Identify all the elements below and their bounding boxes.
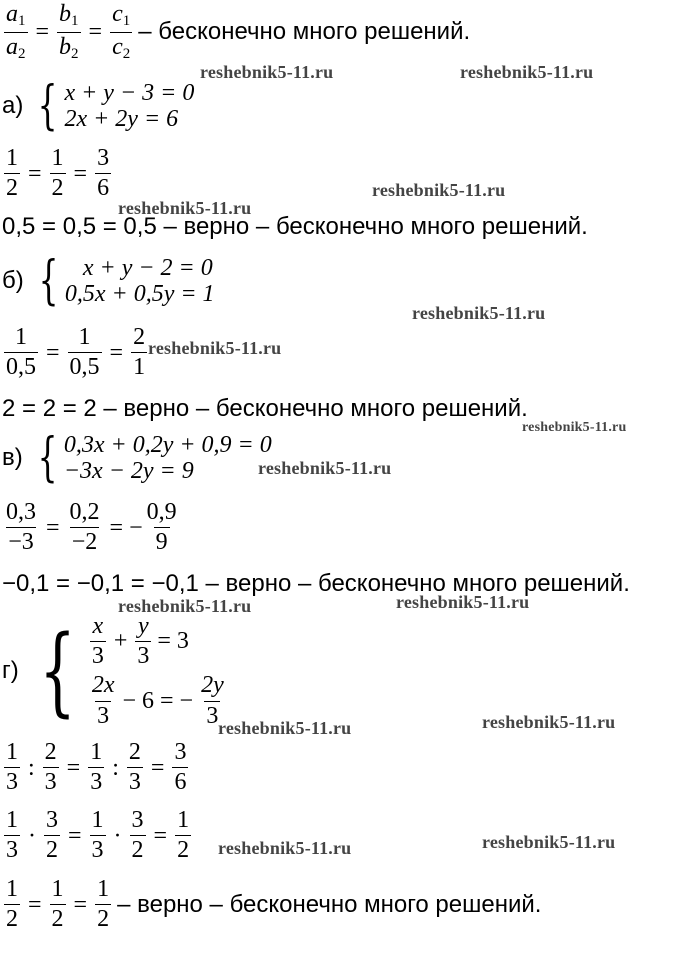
part-b-system xyxy=(2,251,215,312)
fraction-b1-b2: $\frac{b_1}{b_2}$ xyxy=(59,1,79,62)
fraction-c1-c2: $\frac{c_1}{c_2}$ xyxy=(112,1,131,62)
brace-icon: { xyxy=(37,76,58,137)
watermark: reshebnik5-11.ru xyxy=(460,62,594,82)
part-b-result: 2 = 2 = 2 – верно – бесконечно много решений. xyxy=(2,395,528,422)
part-g-line3: $\frac{1}{2}$ = $\frac{1}{2}$ = $\frac{1}{2}$ – верно – бесконечно много решений. xyxy=(6,876,542,933)
part-g-label: г) xyxy=(2,657,19,685)
watermark: reshebnik5-11.ru xyxy=(482,832,616,852)
part-g-line2: $\frac{1}{3}$ · $\frac{3}{2}$ = $\frac{1}{3}$ · $\frac{3}{2}$ = $\frac{1}{2}$ xyxy=(6,807,190,864)
part-a-ratio: $\frac{1}{2}$ = $\frac{1}{2}$ = $\frac{3}{6}$ xyxy=(6,145,110,202)
watermark: reshebnik5-11.ru xyxy=(396,592,530,612)
watermark: reshebnik5-11.ru xyxy=(412,303,546,323)
watermark: reshebnik5-11.ru xyxy=(522,420,627,435)
part-v-eq2: −3x − 2y = 9 xyxy=(63,458,194,485)
watermark: reshebnik5-11.ru xyxy=(482,712,616,732)
part-a-result: 0,5 = 0,5 = 0,5 – верно – бесконечно много решений. xyxy=(2,213,588,240)
part-v-eq1: 0,3x + 0,2y + 0,9 = 0 xyxy=(63,432,272,458)
part-g-eq2: $\frac{2x}{3}$ − 6 = − $\frac{2y}{3}$ xyxy=(91,672,224,729)
part-b-eq2: 0,5x + 0,5y = 1 xyxy=(64,281,215,308)
part-v-ratio: $\frac{0,3}{-3}$ = $\frac{0,2}{-2}$ = − $\frac{0,9}{9}$ xyxy=(6,499,177,556)
watermark: reshebnik5-11.ru xyxy=(118,596,252,616)
general-condition-line: $\frac{a_1}{a_2}$ = $\frac{b_1}{b_2}$ = $\frac{c_1}{c_2}$ – бесконечно много решений. xyxy=(6,1,471,62)
watermark: reshebnik5-11.ru xyxy=(148,338,282,358)
general-condition-text: – бесконечно много решений. xyxy=(138,18,471,46)
watermark: reshebnik5-11.ru xyxy=(218,718,352,738)
part-g-system xyxy=(2,614,228,729)
watermark: reshebnik5-11.ru xyxy=(200,62,334,82)
part-a-eq2: 2x + 2y = 6 xyxy=(64,106,179,133)
part-a-label: а) xyxy=(2,92,24,120)
part-a-eq1: x + y − 3 = 0 xyxy=(64,80,195,106)
watermark: reshebnik5-11.ru xyxy=(258,458,392,478)
watermark: reshebnik5-11.ru xyxy=(218,838,352,858)
part-v-system xyxy=(2,428,272,489)
brace-icon: { xyxy=(38,251,59,312)
part-g-eq1: $\frac{x}{3}$ + $\frac{y}{3}$ = 3 xyxy=(91,613,189,670)
part-b-ratio: $\frac{1}{0,5}$ = $\frac{1}{0,5}$ = $\frac{2}{1}$ xyxy=(6,324,146,381)
watermark: reshebnik5-11.ru xyxy=(372,180,506,200)
part-v-result: −0,1 = −0,1 = −0,1 – верно – бесконечно много решений. xyxy=(2,570,630,597)
brace-icon: { xyxy=(37,428,58,489)
part-b-eq1: x + y − 2 = 0 xyxy=(82,255,213,281)
part-b-label: б) xyxy=(2,267,24,295)
part-v-label: в) xyxy=(2,444,23,472)
part-a-system xyxy=(2,76,195,137)
part-g-line1: $\frac{1}{3}$ : $\frac{2}{3}$ = $\frac{1}{3}$ : $\frac{2}{3}$ = $\frac{3}{6}$ xyxy=(6,739,187,796)
brace-icon: { xyxy=(38,615,76,728)
watermark: reshebnik5-11.ru xyxy=(118,198,252,218)
fraction-a1-a2: $\frac{a_1}{a_2}$ xyxy=(6,1,26,62)
